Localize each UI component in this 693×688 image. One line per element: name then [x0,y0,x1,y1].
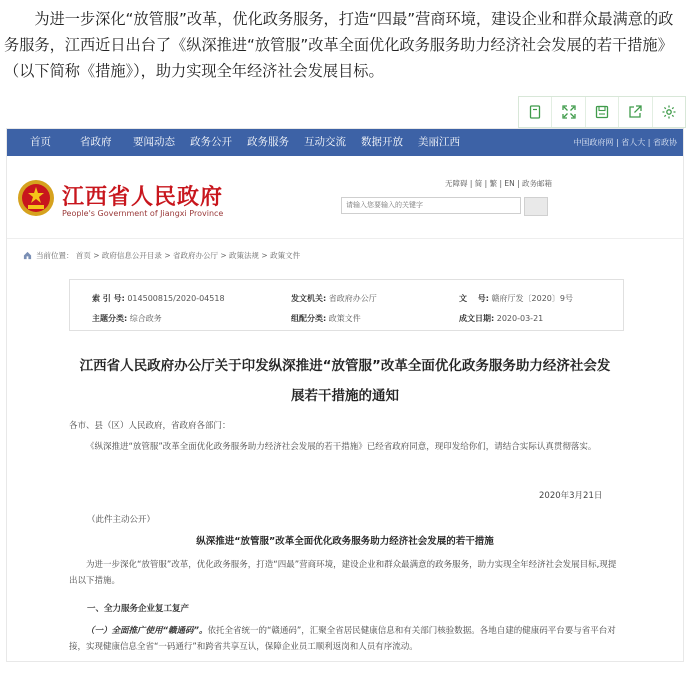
breadcrumb [23,250,300,261]
share-icon [627,104,643,120]
meta-docno-label: 文 号: [459,294,489,303]
fullscreen-button[interactable] [552,97,585,127]
meta-date-value: 2020-03-21 [496,314,544,323]
nav-item-news[interactable]: 要闻动态 [133,136,175,148]
copy-icon [527,104,543,120]
article-toolbar [518,96,686,128]
expand-icon [561,104,577,120]
meta-issuer [291,293,377,304]
meta-index-label: 索 引 号: [92,294,125,303]
nav-item-gov-affairs-open[interactable]: 政务公开 [190,136,232,148]
addressee: 各市、县（区）人民政府，省政府各部门： [69,421,231,431]
document-title [57,351,633,411]
meta-combo [291,313,361,324]
section-heading-1: 一、全力服务企业复工复产 [87,604,190,614]
measure-item-1 [69,623,624,655]
measure-item-1-text: 依托全省统一的“赣通码”，汇聚全省居民健康信息和有关部门核验数据。各地自建的健康码平台要与省平台对接，实现健康信息全省“一码通行”和跨省共享互认，保障企业员工顺利返岗和人员有序流动。 [69,626,616,652]
meta-index [92,293,225,304]
meta-date [459,313,543,324]
utility-links[interactable]: 无障碍 | 简 | 繁 | EN | 政务邮箱 [445,179,553,188]
meta-docno-value: 赣府厅发〔2020〕9号 [491,294,573,303]
meta-index-value: 014500815/2020-04518 [127,294,225,303]
nav-item-province-gov[interactable]: 省政府 [80,136,112,148]
notice-date: 2020年3月21日 [539,491,603,501]
measures-intro: 为进一步深化“放管服”改革，优化政务服务，打造“四最”营商环境，建设企业和群众最满意的政务服务，助力实现全年经济社会发展目标,现提出以下措施。 [69,560,617,586]
top-nav [7,129,683,156]
meta-topic [92,313,162,324]
meta-docno [459,293,573,304]
national-emblem-icon [16,178,56,218]
measures-title: 纵深推进“放管服”改革全面优化政务服务助力经济社会发展的若干措施 [196,536,494,547]
save-button[interactable] [586,97,619,127]
copy-button[interactable] [519,97,552,127]
meta-issuer-value: 省政府办公厅 [328,294,377,303]
nav-item-open-data[interactable]: 数据开放 [361,136,403,148]
nav-item-home[interactable]: 首页 [30,136,51,148]
meta-combo-value: 政策文件 [328,314,361,323]
settings-button[interactable] [653,97,685,127]
public-note: （此件主动公开） [87,515,156,525]
notice-paragraph: 《纵深推进“放管服”改革全面优化政务服务助力经济社会发展的若干措施》已经省政府同意，现印发给你们，请结合实际认真贯彻落实。 [86,442,597,452]
document-title-line2: 展若干措施的通知 [291,388,399,404]
intro-paragraph: 为进一步深化“放管服”改革，优化政务服务，打造“四最”营商环境，建设企业和群众最满意的政务服务，江西近日出台了《纵深推进“放管服”改革全面优化政务服务助力经济社会发展的若干措施》（以下简称《措施》），助力实现全年经济社会发展目标。 [4,10,674,80]
meta-issuer-label: 发文机关: [291,294,327,303]
site-search-input[interactable] [341,197,521,214]
settings-icon [661,104,677,120]
measure-item-1-title: （一）全面推广使用“赣通码”。 [86,626,208,636]
meta-date-label: 成文日期: [459,314,495,323]
nav-item-beautiful-jiangxi[interactable]: 美丽江西 [418,136,460,148]
nav-item-gov-services[interactable]: 政务服务 [247,136,289,148]
meta-combo-label: 组配分类: [291,314,327,323]
nav-item-interaction[interactable]: 互动交流 [304,136,346,148]
nav-external-links[interactable]: 中国政府网 | 省人大 | 省政协 [573,138,677,147]
share-button[interactable] [619,97,652,127]
breadcrumb-text[interactable]: 当前位置： 首页 > 政府信息公开目录 > 省政府办公厅 > 政策法规 > 政策文件 [36,251,301,260]
site-title[interactable]: 江西省人民政府 [62,185,224,210]
meta-topic-label: 主题分类: [92,314,128,323]
home-icon [23,251,32,260]
save-icon [594,104,610,120]
search-button[interactable] [524,197,548,216]
document-title-line1: 江西省人民政府办公厅关于印发纵深推进“放管服”改革全面优化政务服务助力经济社会发 [79,358,611,374]
meta-topic-value: 综合政务 [129,314,162,323]
site-subtitle: People's Government of Jiangxi Province [62,209,224,218]
embedded-screenshot [6,128,684,662]
